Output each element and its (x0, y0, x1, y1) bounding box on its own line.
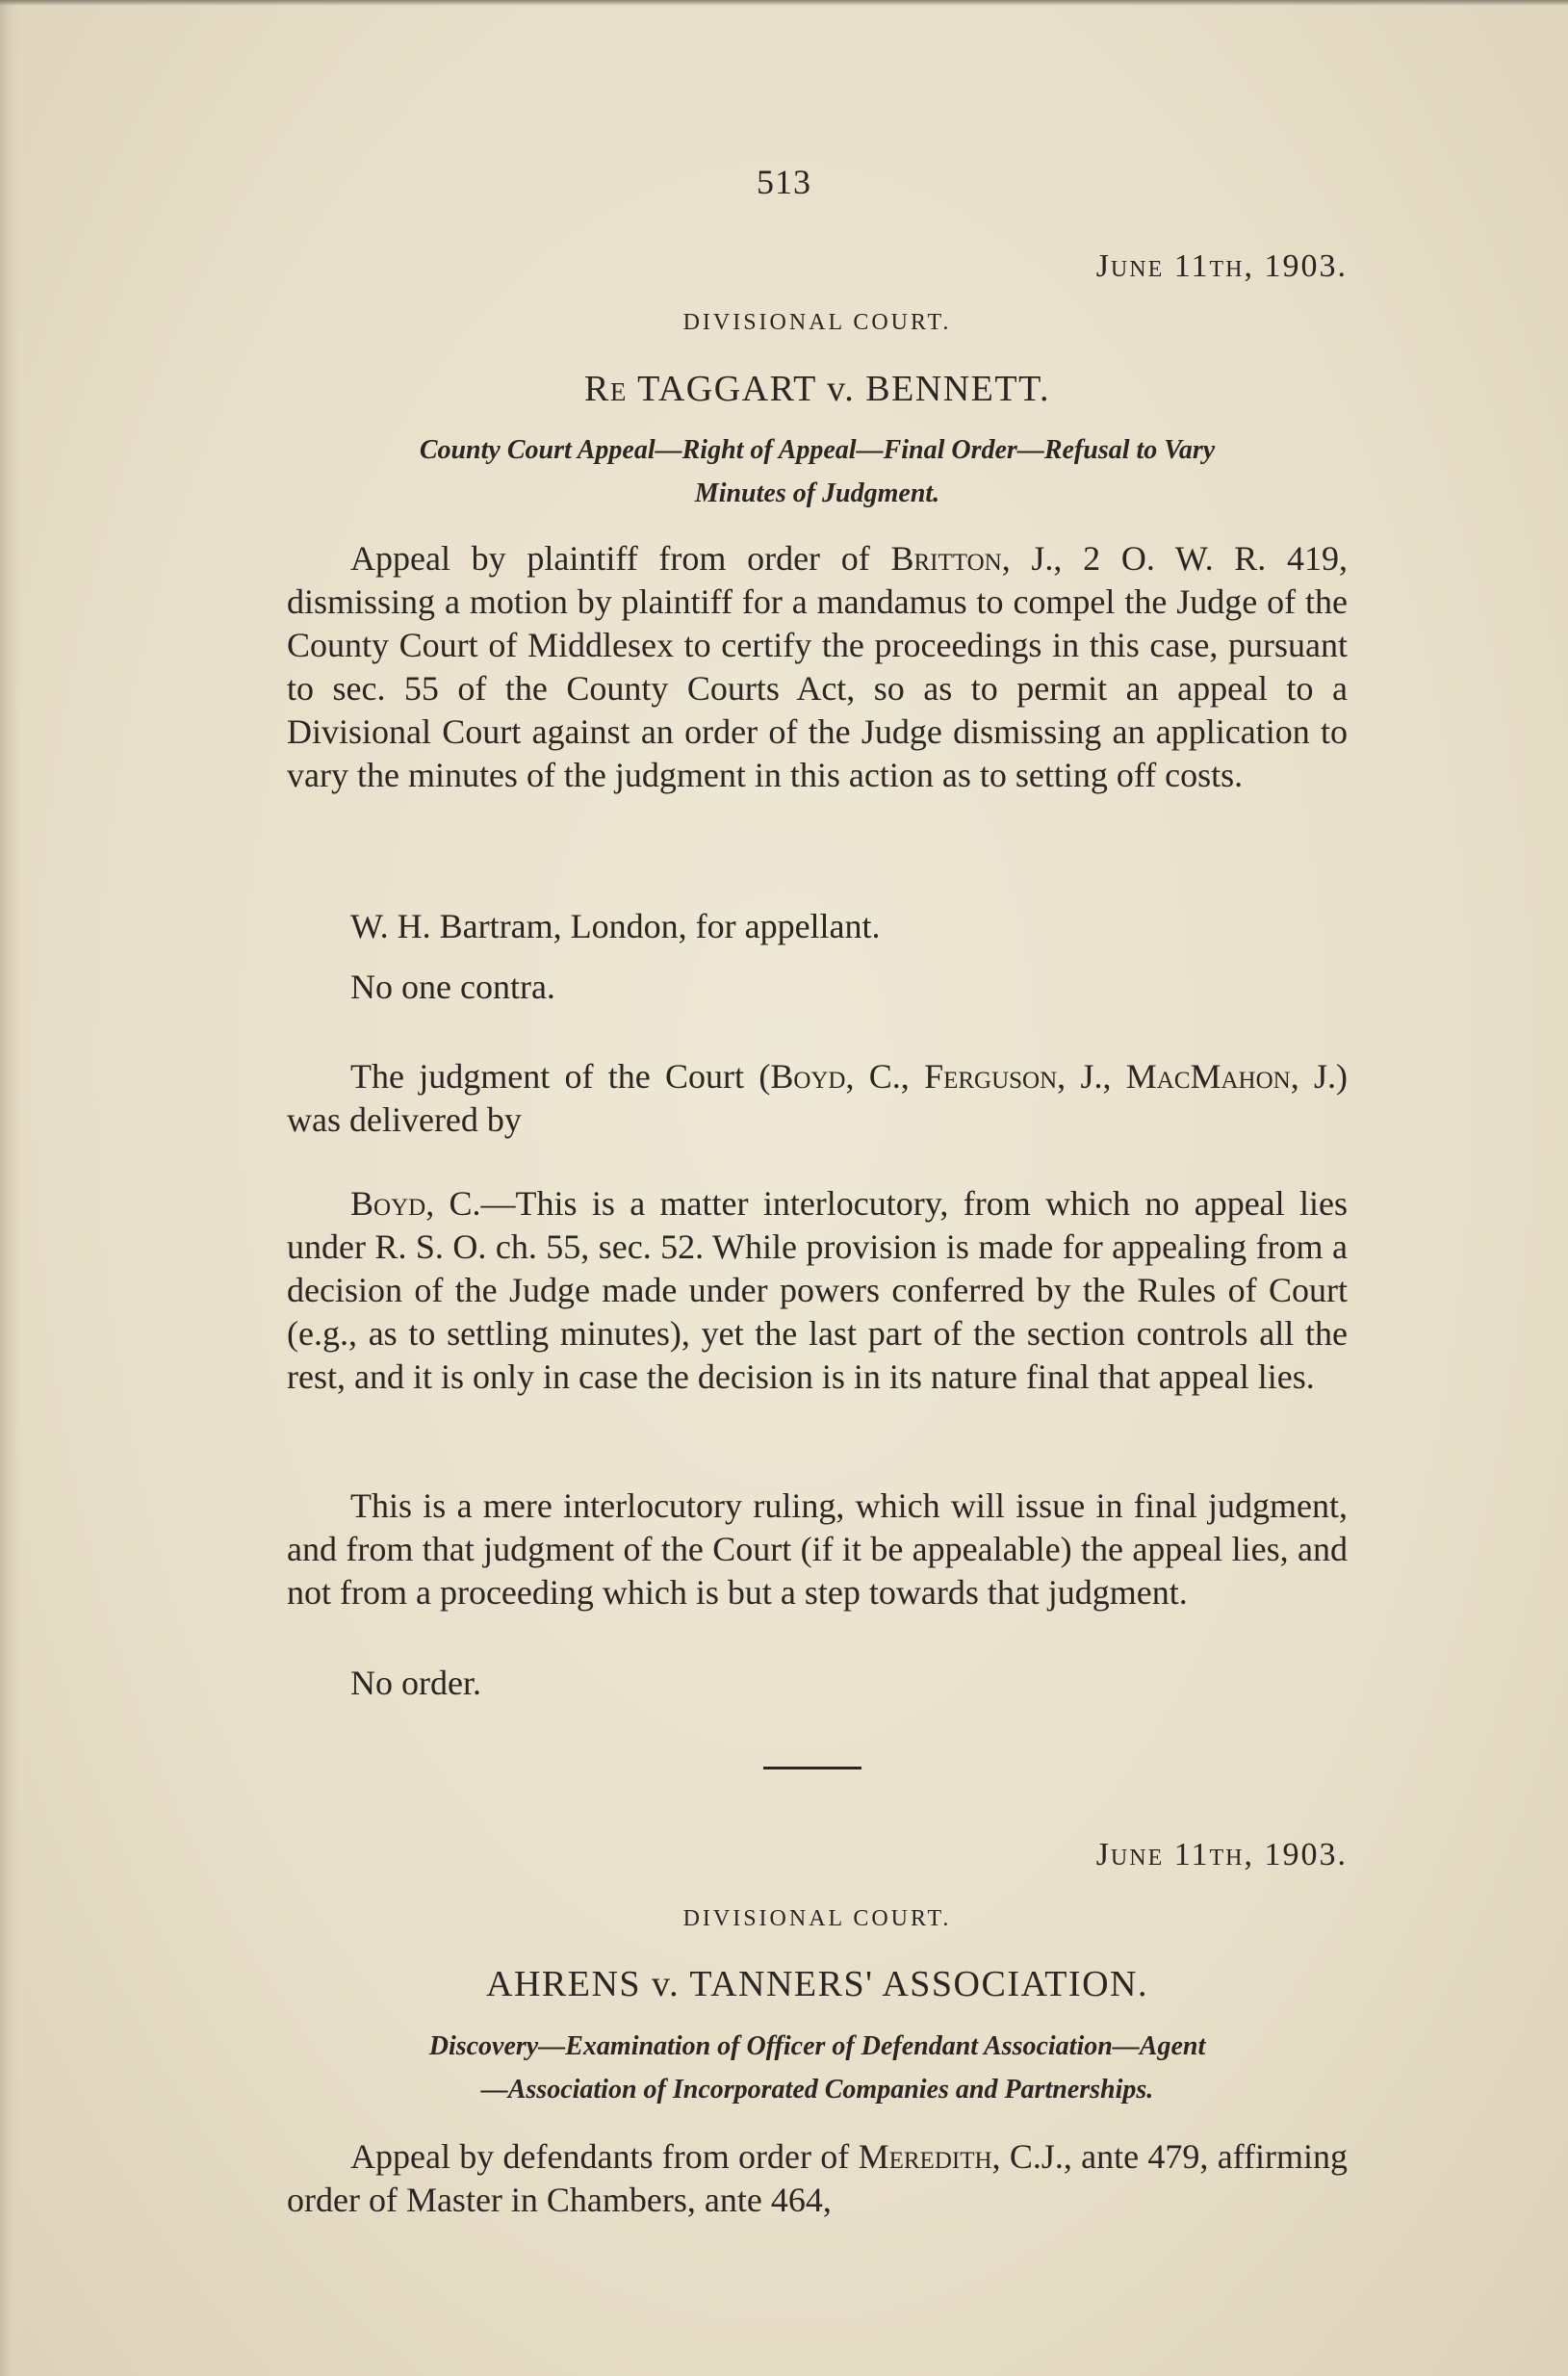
case1-ruling: This is a mere interlocutory ruling, which will issue in final judgment, and from that judgment of the Court (if it be appealable) the appeal lies, and not from a proceeding which is but a step towards that judgment. (287, 1486, 1348, 1612)
case1-counsel: W. H. Bartram, London, for appellant. (350, 907, 881, 945)
case1-contra: No one contra. (350, 968, 555, 1006)
text-column (287, 0, 1348, 2376)
case2-intro-paragraph: Appeal by defendants from order of Meredith, C.J., ante 479, affirming order of Master in Chambers, ante 464, (287, 2137, 1348, 2219)
judge-meredith: Meredith (858, 2137, 992, 2176)
case1-headnote (287, 428, 1348, 515)
boyd-name: Boyd (350, 1184, 426, 1223)
case1-boyd-opinion: Boyd, C.—This is a matter interlocutory, from which no appeal lies under R. S. O. ch. 55, sec. 52. While provision is made for appealing from a decision of the Judge made under powers conferred by the Rules of Court (e.g., as to settling minutes), yet the last part of the section controls all the rest, and it is only in case the decision is in its nature final that appeal lies. (287, 1184, 1348, 1396)
case1-judgment-delivery: The judgment of the Court (Boyd, C., Ferguson, J., MacMahon, J.) was delivered by (287, 1057, 1348, 1139)
case1-court: DIVISIONAL COURT. (682, 310, 952, 335)
case1-headnote-line1: County Court Appeal—Right of Appeal—Final Order—Refusal to Vary (419, 435, 1216, 465)
case2-date: June 11th, 1903. (1095, 1837, 1348, 1872)
judge-britton: Britton (890, 539, 1002, 578)
section-divider (763, 1767, 861, 1769)
case2-court: DIVISIONAL COURT. (682, 1906, 952, 1931)
case1-title-rest: TAGGART v. BENNETT. (627, 369, 1050, 409)
case2-headnote-line2: —Association of Incorporated Companies and Partnerships. (480, 2075, 1154, 2105)
case2-title: AHRENS v. TANNERS' ASSOCIATION. (486, 1964, 1148, 2004)
binding-gutter (0, 0, 21, 2376)
case1-headnote-line2: Minutes of Judgment. (694, 478, 940, 508)
case2-headnote-line1: Discovery—Examination of Officer of Defendant Association—Agent (428, 2031, 1206, 2061)
page-number: 513 (757, 163, 811, 201)
case1-title (287, 368, 1348, 410)
case1-order: No order. (350, 1664, 481, 1702)
case1-intro-paragraph: Appeal by plaintiff from order of Britton, J., 2 O. W. R. 419, dismissing a motion by plaintiff for a mandamus to compel the Judge of the County Court of Middlesex to certify the proceedings in this case, pursuant to sec. 55 of the County Courts Act, so as to permit an appeal to a Divisional Court against an order of the Judge dismissing an application to vary the minutes of the judgment in this action as to setting off costs. (287, 539, 1348, 794)
case1-title-prefix: Re (584, 369, 628, 409)
case1-date: June 11th, 1903. (1095, 248, 1348, 284)
case2-headnote (287, 2025, 1348, 2111)
